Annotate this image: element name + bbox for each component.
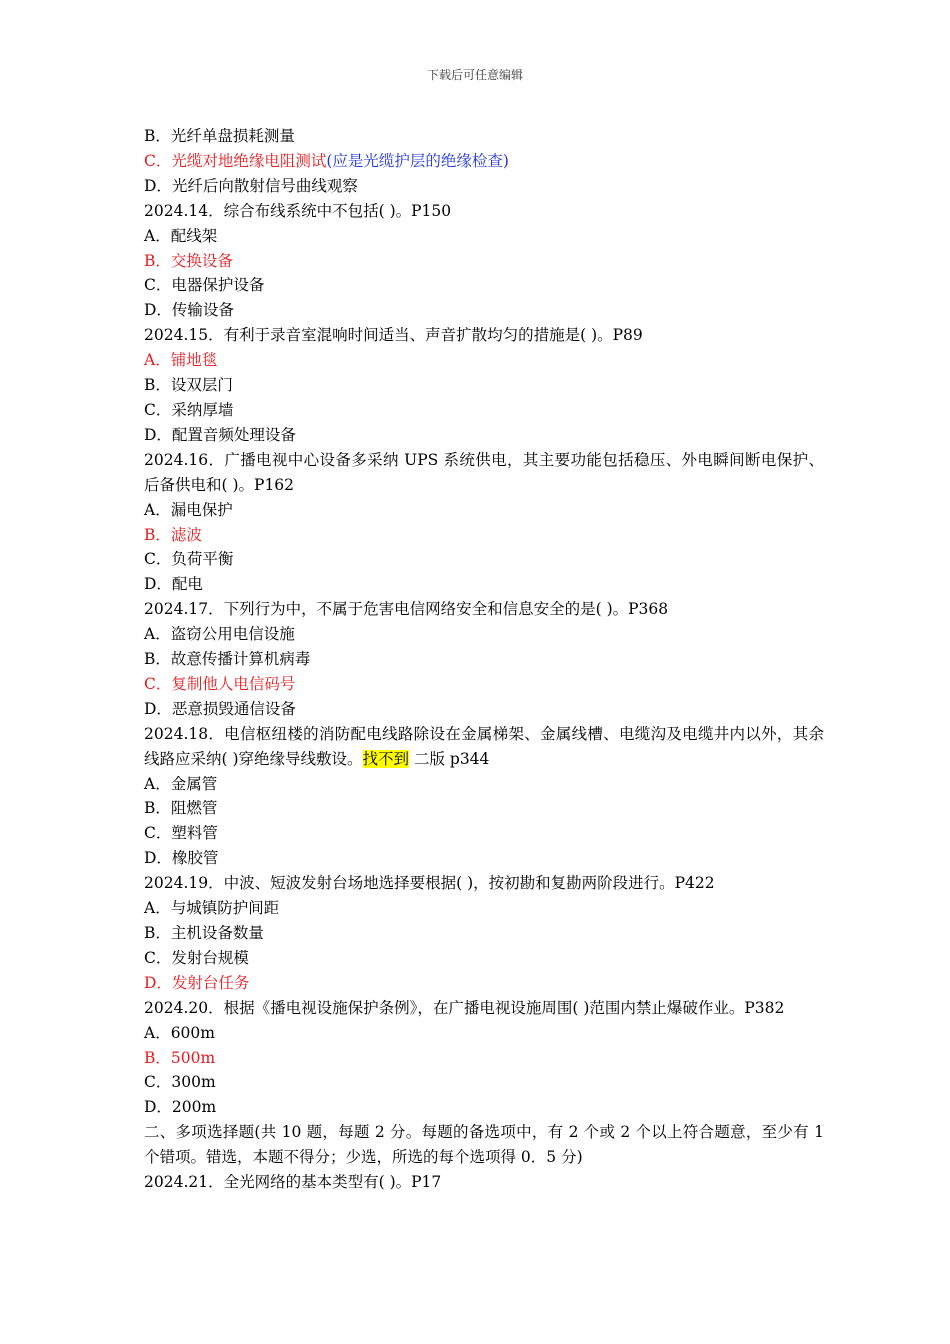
question-line: 2024.15．有利于录音室混响时间适当、声音扩散均匀的措施是( )。P89 xyxy=(144,326,643,345)
answer-line: B．500m xyxy=(144,1048,216,1067)
annotation-note: (应是光缆护层的绝缘检查) xyxy=(326,151,509,170)
option-line: C．发射台规模 xyxy=(144,948,249,967)
question-line: 2024.20．根据《播电视设施保护条例》，在广播电视设施周围( )范围内禁止爆破作业。P382 xyxy=(144,998,785,1017)
answer-line: C．复制他人电信码号 xyxy=(144,674,296,693)
option-line: D．配电 xyxy=(144,575,203,594)
question-line xyxy=(144,722,824,772)
question-line: 2024.17．下列行为中，不属于危害电信网络安全和信息安全的是( )。P368 xyxy=(144,600,669,619)
question-line: 2024.19．中波、短波发射台场地选择要根据( )，按初勘和复勘两阶段进行。P422 xyxy=(144,874,715,893)
option-line: D．200m xyxy=(144,1098,217,1117)
option-line: C．负荷平衡 xyxy=(144,550,234,569)
option-line: B．故意传播计算机病毒 xyxy=(144,650,311,669)
option-line: D．光纤后向散射信号曲线观察 xyxy=(144,176,358,195)
question-text: 2024.18．电信枢纽楼的消防配电线路除设在金属梯架、金属线槽、电缆沟及电缆井内以外，其余线路应采纳( )穿绝缘导线敷设。 xyxy=(144,724,824,768)
option-line: B．主机设备数量 xyxy=(144,924,264,942)
question-line: 2024.21．全光网络的基本类型有( )。P17 xyxy=(144,1173,442,1192)
option-line: A．漏电保护 xyxy=(144,500,233,519)
option-line: D．橡胶管 xyxy=(144,849,219,868)
option-line: D．传输设备 xyxy=(144,301,234,320)
option-line: C．采纳厚墙 xyxy=(144,400,234,419)
option-line: A．配线架 xyxy=(144,226,218,245)
section-heading: 二、多项选择题(共 10 题，每题 2 分。每题的备选项中，有 2 个或 2 个以上符合题意，至少有 1 个错项。错选，本题不得分；少选，所选的每个选项得 0．5 分) xyxy=(144,1123,824,1167)
option-line: C．塑料管 xyxy=(144,824,218,843)
option-line: A．金属管 xyxy=(144,774,218,793)
option-line: A．600m xyxy=(144,1023,215,1042)
document-body xyxy=(144,124,824,1195)
answer-text: C．光缆对地绝缘电阻测试 xyxy=(144,151,327,170)
answer-line: B．交换设备 xyxy=(144,251,233,270)
answer-line: B．滤波 xyxy=(144,525,202,544)
question-line: 2024.16．广播电视中心设备多采纳 UPS 系统供电，其主要功能包括稳压、外电瞬间断电保护、后备供电和( )。P162 xyxy=(144,450,824,494)
option-line: B．光纤单盘损耗测量 xyxy=(144,127,295,145)
option-line: C．300m xyxy=(144,1073,216,1092)
option-line: D．配置音频处理设备 xyxy=(144,425,296,444)
question-line: 2024.14．综合布线系统中不包括( )。P150 xyxy=(144,201,452,220)
answer-line xyxy=(144,149,824,174)
page-header: 下载后可任意编辑 xyxy=(426,68,523,82)
option-line: B．阻燃管 xyxy=(144,799,218,818)
option-line: A．与城镇防护间距 xyxy=(144,899,280,918)
option-line: A．盗窃公用电信设施 xyxy=(144,625,295,644)
edition-reference: 二版 p344 xyxy=(409,749,490,768)
answer-line: A．铺地毯 xyxy=(144,351,218,370)
highlight-note: 找不到 xyxy=(362,749,410,768)
option-line: D．恶意损毁通信设备 xyxy=(144,699,296,718)
option-line: C．电器保护设备 xyxy=(144,276,265,295)
answer-line: D．发射台任务 xyxy=(144,973,250,992)
option-line: B．设双层门 xyxy=(144,376,233,395)
